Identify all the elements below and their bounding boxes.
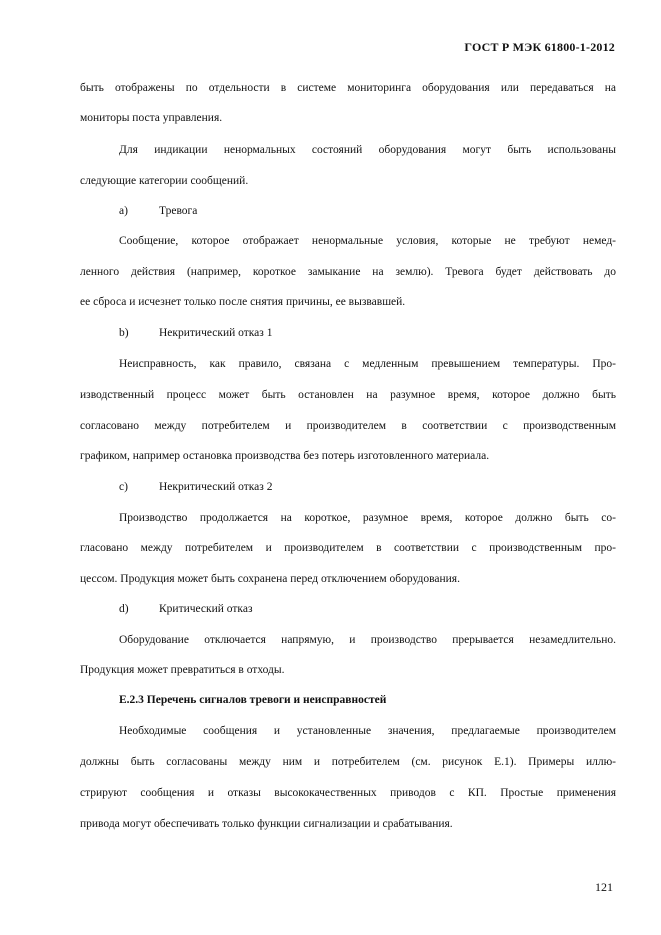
paragraph-line: Производство продолжается на короткое, разумное время, которое должно быть со- [119, 512, 616, 524]
list-item-letter: b) [119, 327, 129, 339]
paragraph-line: ее сброса и исчезнет только после снятия причины, ее вызвавшей. [80, 296, 406, 308]
list-item-title: Некритический отказ 1 [159, 327, 273, 339]
list-item-title: Некритический отказ 2 [159, 481, 273, 493]
paragraph-line: графиком, например остановка производства без потерь изготовленного материала. [80, 450, 490, 462]
paragraph-line: следующие категории сообщений. [80, 175, 249, 187]
paragraph-line: изводственный процесс может быть остановлен на разумное время, которое должно быть [80, 389, 616, 401]
list-item-letter: d) [119, 603, 129, 615]
paragraph-line: привода могут обеспечивать только функции сигнализации и срабатывания. [80, 818, 453, 830]
list-item-title: Критический отказ [159, 603, 253, 615]
list-item-letter: а) [119, 205, 128, 217]
paragraph-line: Необходимые сообщения и установленные значения, предлагаемые производителем [119, 725, 616, 737]
section-heading: Е.2.3 Перечень сигналов тревоги и неисправностей [119, 694, 387, 706]
standard-header: ГОСТ Р МЭК 61800-1-2012 [464, 40, 615, 54]
paragraph-line: Неисправность, как правило, связана с медленным превышением температуры. Про- [119, 358, 616, 370]
paragraph-line: ленного действия (например, короткое замыкание на землю). Тревога будет действовать до [80, 266, 616, 278]
paragraph-line: мониторы поста управления. [80, 112, 223, 124]
paragraph-line: цессом. Продукция может быть сохранена перед отключением оборудования. [80, 573, 460, 585]
paragraph-line: Продукция может превратиться в отходы. [80, 664, 285, 676]
paragraph-line: быть отображены по отдельности в системе мониторинга оборудования или передаваться на [80, 82, 616, 94]
paragraph-line: Для индикации ненормальных состояний оборудования могут быть использованы [119, 144, 616, 156]
paragraph-line: гласовано между потребителем и производителем в соответствии с производственным про- [80, 542, 616, 554]
paragraph-line: должны быть согласованы между ним и потребителем (см. рисунок Е.1). Примеры иллю- [80, 756, 616, 768]
paragraph-line: согласовано между потребителем и производителем в соответствии с производственным [80, 420, 616, 432]
paragraph-line: стрируют сообщения и отказы высококачественных приводов с КП. Простые применения [80, 787, 616, 799]
paragraph-line: Оборудование отключается напрямую, и производство прерывается незамедлительно. [119, 634, 616, 646]
paragraph-line: Сообщение, которое отображает ненормальные условия, которые не требуют немед- [119, 235, 616, 247]
list-item-letter: c) [119, 481, 128, 493]
page-number: 121 [595, 880, 613, 894]
list-item-title: Тревога [159, 205, 198, 217]
